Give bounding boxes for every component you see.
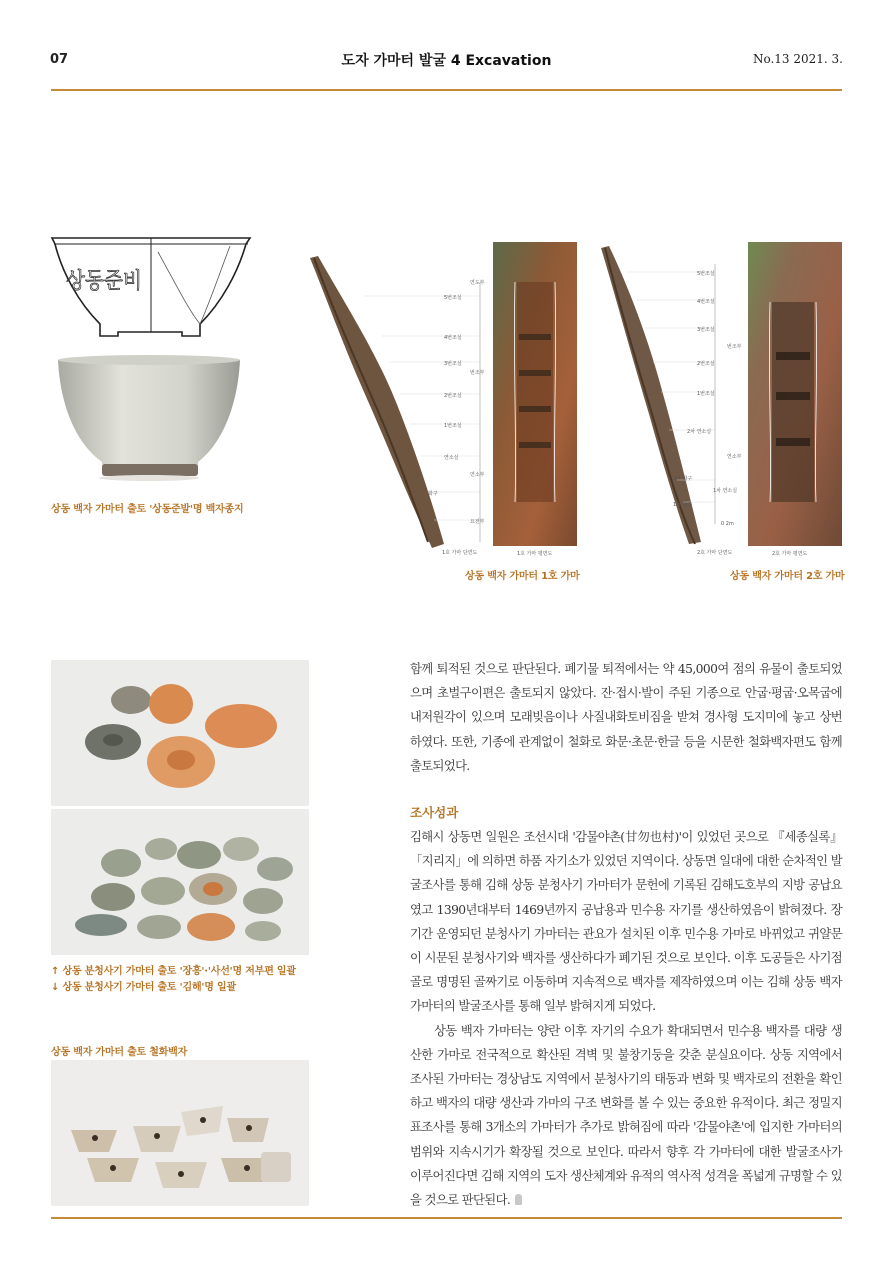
kiln2-section <box>597 244 747 558</box>
buncheong-sherds-photo-1 <box>51 660 309 806</box>
kiln2-label-6: 2차 연소실 <box>687 429 712 435</box>
buncheong-caption-1: ↑ 상동 분청사기 가마터 출토 '장흥'·'사선'명 저부편 일괄 <box>51 966 296 977</box>
kiln1-caption: 상동 백자 가마터 1호 가마 <box>465 571 580 582</box>
kiln2-label-0: 5번조실 <box>697 271 715 277</box>
page-number: 07 <box>50 52 69 67</box>
kiln1-section <box>304 252 490 558</box>
kiln2-label-7: 연소부 <box>727 454 742 460</box>
kiln1-section-label: 1호 가마 단면도 <box>442 550 478 556</box>
kiln2-plan-label: 2호 가마 평면도 <box>772 551 808 557</box>
bowl-inscription: 상동준비 <box>66 269 142 294</box>
kiln1-label-1: 5번조실 <box>444 295 462 301</box>
kiln2-label-11: 0 2m <box>721 521 734 527</box>
kiln2-label-2: 3번조실 <box>697 327 715 333</box>
article-paragraph-1: 함께 퇴적된 것으로 판단된다. 폐기물 퇴적에서는 약 45,000여 점의 유물이 출토되었으며 초벌구이편은 출토되지 않았다. 잔·접시·발이 주된 기종으로 안굽·평굽·오목굽에 내저원각이 있으며 모래빚음이나 사질내화토비짐을 받쳐 경사형 도지미에 놓고 상번하였다. 또한, 기종에 관계없이 철화로 화문·초문·한글 등을 시문한 철화백자편도 함께 출토되었다. <box>410 662 842 773</box>
footer-divider <box>51 1217 842 1219</box>
issue-label: No.13 2021. 3. <box>752 52 843 66</box>
kiln1-label-2: 4번조실 <box>444 335 462 341</box>
kiln1-label-7: 연소실 <box>444 455 459 461</box>
kiln2-plan <box>748 242 842 558</box>
kiln2-section-label: 2호 가마 단면도 <box>697 550 733 556</box>
kiln1-label-9: 화구 <box>428 491 438 497</box>
iron-porcelain-caption: 상동 백자 가마터 출토 철화백자 <box>51 1047 188 1058</box>
kiln1-plan <box>493 242 577 558</box>
kiln1-label-4: 번조부 <box>470 370 485 376</box>
iron-porcelain-photo <box>51 1060 309 1206</box>
kiln2-label-8: 2차 화구 <box>673 476 693 482</box>
kiln1-label-10: 요전부 <box>470 519 485 525</box>
buncheong-sherds-photo-2 <box>51 809 309 955</box>
end-mark-icon <box>515 1194 522 1205</box>
section-title: 조사성과 <box>410 805 459 820</box>
article-paragraph-3 <box>410 1019 842 1213</box>
article-paragraph-2: 김해시 상동면 일원은 조선시대 '감물야촌(甘勿也村)'이 있었던 곳으로 『세종실록』「지리지」에 의하면 하품 자기소가 있었던 지역이다. 상동면 일대에 대한 순차적인 발굴조사를 통해 김해 상동 분청사기 가마터가 문헌에 기록된 김해도호부의 지방 공납요였고 1390년대부터 1469년까지 공납용과 민수용 자기를 생산하였음이 밝혀졌다. 장기간 운영되던 분청사기 가마터는 관요가 설치된 이후 민수용 가마로 바뀌었고 귀얄문이 시문된 분청사기와 백자를 생산하다가 폐기된 것으로 보인다. 이후 도공들은 사기점골로 명명된 골짜기로 이동하며 지속적으로 백자를 제작하였으며 이는 김해 상동 백자 가마터의 발굴조사를 통해 일부 밝혀지게 되었다. <box>410 830 842 1014</box>
page-title: 도자 가마터 발굴 4 Excavation <box>341 53 552 69</box>
kiln1-label-5: 2번조실 <box>444 393 462 399</box>
kiln1-plan-label: 1호 가마 평면도 <box>517 551 553 557</box>
kiln2-label-1: 4번조실 <box>697 299 715 305</box>
bowl-drawing <box>50 232 252 344</box>
buncheong-caption-2: ↓ 상동 분청사기 가마터 출토 '김해'명 일괄 <box>51 982 236 993</box>
kiln2-label-10: 1차 화구 <box>673 502 693 508</box>
kiln2-label-3: 번조부 <box>727 344 742 350</box>
kiln2-label-9: 1차 연소실 <box>713 488 738 494</box>
bowl-caption: 상동 백자 가마터 출토 '상동준발'명 백자종지 <box>51 504 244 515</box>
kiln1-label-8: 연소부 <box>470 472 485 478</box>
kiln2-caption: 상동 백자 가마터 2호 가마 <box>730 571 845 582</box>
article-paragraph-1-block <box>410 657 842 778</box>
article-paragraph-2-block <box>410 825 842 1212</box>
kiln1-label-6: 1번조실 <box>444 423 462 429</box>
kiln2-label-5: 1번조실 <box>697 391 715 397</box>
bowl-photo <box>56 352 242 482</box>
kiln2-label-4: 2번조실 <box>697 361 715 367</box>
article-paragraph-3-text: 상동 백자 가마터는 양란 이후 자기의 수요가 확대되면서 민수용 백자를 대량 생산한 가마로 전국적으로 확산된 격벽 및 불창기둥을 갖춘 분실요이다. 상동 지역에서 조사된 가마터는 경상남도 지역에서 분청사기의 태동과 변화 및 백자로의 전환을 확인하고 백자의 대량 생산과 가마의 구조 변화를 볼 수 있는 중요한 유적이다. 최근 정밀지표조사를 통해 3개소의 가마터가 추가로 밝혀짐에 따라 '감물야촌'에 입지한 가마터의 범위와 지속시기가 확장될 것으로 보인다. 따라서 향후 각 가마터에 대한 발굴조사가 이루어진다면 김해 지역의 도자 생산체계와 유적의 역사적 성격을 폭넓게 규명할 수 있을 것으로 판단된다. <box>410 1023 842 1208</box>
header-divider <box>51 89 842 91</box>
kiln1-label-0: 연도부 <box>470 280 485 286</box>
kiln1-label-3: 3번조실 <box>444 361 462 367</box>
